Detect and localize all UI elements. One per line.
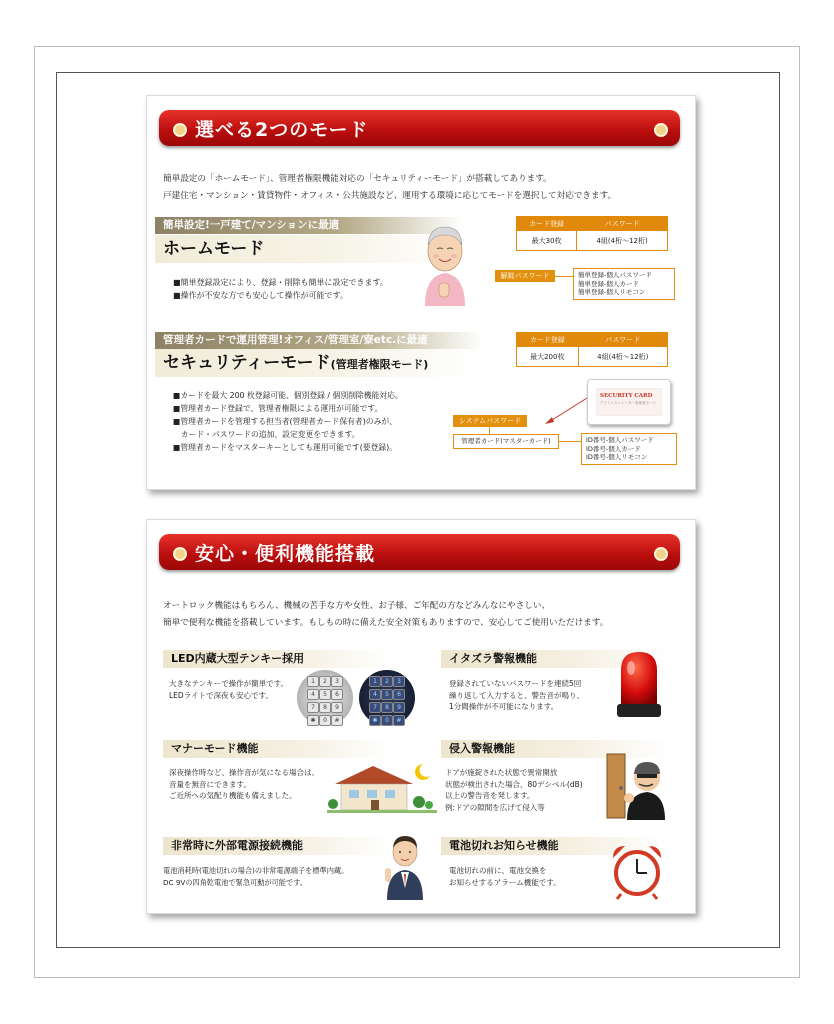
keypad-key: 1 — [369, 676, 381, 687]
home-bullets — [173, 276, 388, 302]
banner-dot-right — [654, 547, 668, 561]
keypad-key: 2 — [319, 676, 331, 687]
keypad-key: 2 — [381, 676, 393, 687]
id-items-box — [581, 433, 677, 465]
security-bullet: ■管理者カードを管理する担当者(管理者カード保有者)のみが、 — [173, 417, 397, 426]
keypad-key: ✱ — [307, 715, 319, 726]
keypad-key: 5 — [319, 689, 331, 700]
keypad-key: # — [331, 715, 343, 726]
home-mode-title: ホームモード — [155, 235, 463, 263]
businessman-illustration — [385, 828, 425, 900]
spec-cell: 最大200枚 — [517, 347, 579, 367]
system-password-label: システムパスワード — [453, 415, 527, 427]
feature-title: LED内蔵大型テンキー採用 — [163, 650, 391, 668]
feature-line: 電池切れの前に、電池交換を — [449, 866, 547, 875]
unlock-item: 簡単登録-個人リモコン — [578, 288, 646, 296]
feature-line: 登録されていないパスワードを連続5回 — [449, 679, 582, 688]
keypad-key: 3 — [393, 676, 405, 687]
banner-dot-left — [173, 123, 187, 137]
feature-line: LEDライトで深夜も安心です。 — [169, 690, 273, 700]
feature-title: マナーモード機能 — [163, 740, 391, 758]
spec-header: パスワード — [578, 333, 667, 347]
feature-line: 電池消耗時(電池切れの場合)の非常電源端子を標準内蔵。 — [163, 866, 349, 875]
spec-cell: 4組(4桁〜12桁) — [578, 347, 667, 367]
feature-line: ご近所への気配り機能も備えました。 — [169, 791, 297, 800]
feature-text — [449, 678, 584, 713]
feature-line: 深夜操作時など、操作音が気になる場合は、 — [169, 768, 319, 777]
feature-line: 状態が検出された場合、80デシベル(dB) — [445, 779, 583, 789]
feature-text — [163, 865, 348, 888]
security-mode-name: セキュリティーモード — [163, 353, 331, 373]
feature-line: 1分間操作が不可能になります。 — [449, 702, 559, 711]
modes-desc-1: 簡単設定の「ホームモード」、管理者権限機能対応の「セキュリティーモード」が搭載してあります。 — [163, 174, 552, 184]
security-card-image — [587, 379, 671, 425]
burglar-illustration — [605, 750, 669, 822]
id-item: ID番号-個人リモコン — [586, 453, 648, 461]
keypad-dark-image — [359, 670, 415, 726]
house-night-illustration — [327, 758, 437, 814]
security-bullet: ■カードを最大 200 枚登録可能、個別登録 / 個別削除機能対応。 — [173, 391, 403, 400]
modes-banner — [159, 110, 680, 146]
feature-text — [169, 767, 319, 802]
modes-desc-2: 戸建住宅・マンション・賃貸物件・オフィス・公共施設など、運用する環境に応じてモードを選択して対応できます。 — [163, 191, 617, 201]
master-card-label: 管理者カード(マスターカード) — [453, 434, 559, 449]
keypad-key: 9 — [393, 702, 405, 713]
banner-dot-left — [173, 547, 187, 561]
keypad-key: ✱ — [369, 715, 381, 726]
feature-text — [449, 865, 561, 888]
spec-header: カード登録 — [517, 333, 579, 347]
connector-line — [559, 441, 581, 442]
security-spec-table — [516, 332, 668, 367]
feature-line: お知らせするアラーム機能です。 — [449, 877, 561, 887]
keypad-light-image — [297, 670, 353, 726]
security-bullet: ■管理者カード登録で、管理者権限による運用が可能です。 — [173, 404, 383, 413]
security-mode-sub: (管理者権限モード) — [330, 358, 429, 371]
spec-header: カード登録 — [517, 217, 577, 231]
security-bullet: カード・パスワードの追加、設定変更をできます。 — [173, 430, 360, 439]
keypad-key: 6 — [393, 689, 405, 700]
keypad-key: 4 — [369, 689, 381, 700]
keypad-key: 9 — [331, 702, 343, 713]
feature-title: 非常時に外部電源接続機能 — [163, 837, 391, 855]
feature-line: 大きなテンキーで操作が簡単です。 — [169, 679, 289, 688]
security-bullets — [173, 389, 403, 454]
spec-cell: 4組(4桁〜12桁) — [577, 231, 668, 251]
modes-card — [146, 95, 696, 490]
feature-text — [445, 767, 583, 813]
keypad-key: 4 — [307, 689, 319, 700]
feature-title: イタズラ警報機能 — [441, 650, 669, 668]
home-bullet: ■操作が不安な方でも安心して操作が可能です。 — [173, 291, 348, 300]
keypad-key: 0 — [381, 715, 393, 726]
connector-line — [489, 427, 490, 434]
keypad-key: 7 — [369, 702, 381, 713]
feature-text — [169, 678, 288, 701]
unlock-item: 簡単登録-個人カード — [578, 279, 639, 288]
spec-header: パスワード — [577, 217, 668, 231]
feature-line: DC 9Vの四角乾電池で緊急可動が可能です。 — [163, 877, 307, 887]
keypad-key: 1 — [307, 676, 319, 687]
security-card-text: SECURITY CARD — [600, 393, 653, 399]
feature-line: 例:ドアの隙間を広げて侵入等 — [445, 802, 545, 812]
alarm-light-icon — [613, 648, 665, 720]
feature-title: 電池切れお知らせ機能 — [441, 837, 669, 855]
feature-line: 繰り返して入力すると、警告音が鳴り、 — [449, 690, 584, 700]
security-card-subtext: アドミニストレーター管理者カード — [600, 401, 656, 405]
features-card — [146, 519, 696, 914]
unlock-item: 簡単登録-個人パスワード — [578, 271, 652, 279]
id-item: ID番号-個人パスワード — [586, 436, 654, 444]
features-desc-2: 簡単で便利な機能を搭載しています。もしもの時に備えた安全対策もありますので、安心してご使用いただけます。 — [163, 618, 609, 628]
keypad-key: 0 — [319, 715, 331, 726]
keypad-key: 8 — [319, 702, 331, 713]
home-bullet: ■簡単登録設定により、登録・削除も簡単に設定できます。 — [173, 278, 388, 287]
features-desc-1: オートロック機能はもちろん、機械の苦手な方や女性、お子様、ご年配の方などみんなにやさしい、 — [163, 601, 551, 611]
feature-line: 以上の警告音を発します。 — [445, 791, 535, 800]
features-title: 安心・便利機能搭載 — [195, 543, 376, 565]
arrow-icon — [543, 396, 589, 426]
security-bullet: ■管理者カードをマスターキーとしても運用可能です(要登録)。 — [173, 443, 397, 452]
alarm-clock-icon — [607, 842, 667, 900]
unlock-password-label: 解錠パスワード — [495, 270, 555, 282]
features-banner — [159, 534, 680, 570]
feature-line: 音量を無音にできます。 — [169, 779, 251, 789]
keypad-key: 7 — [307, 702, 319, 713]
unlock-items-box — [573, 268, 675, 300]
feature-title: 侵入警報機能 — [441, 740, 669, 758]
keypad-key: 8 — [381, 702, 393, 713]
security-mode-title — [155, 349, 483, 377]
elderly-man-illustration — [417, 221, 473, 306]
keypad-key: 3 — [331, 676, 343, 687]
home-band: 簡単設定!一戸建て/マンションに最適 — [155, 217, 463, 234]
security-band: 管理者カードで運用管理!オフィス/管理室/寮etc.に最適 — [155, 332, 483, 349]
banner-dot-right — [654, 123, 668, 137]
spec-cell: 最大30枚 — [517, 231, 577, 251]
feature-line: ドアが施錠された状態で異常開放 — [445, 768, 558, 777]
modes-title: 選べる2つのモード — [195, 119, 369, 141]
id-item: ID番号-個人カード — [586, 444, 641, 453]
keypad-key: 5 — [381, 689, 393, 700]
keypad-key: # — [393, 715, 405, 726]
keypad-key: 6 — [331, 689, 343, 700]
home-spec-table — [516, 216, 668, 251]
connector-line — [555, 276, 573, 277]
